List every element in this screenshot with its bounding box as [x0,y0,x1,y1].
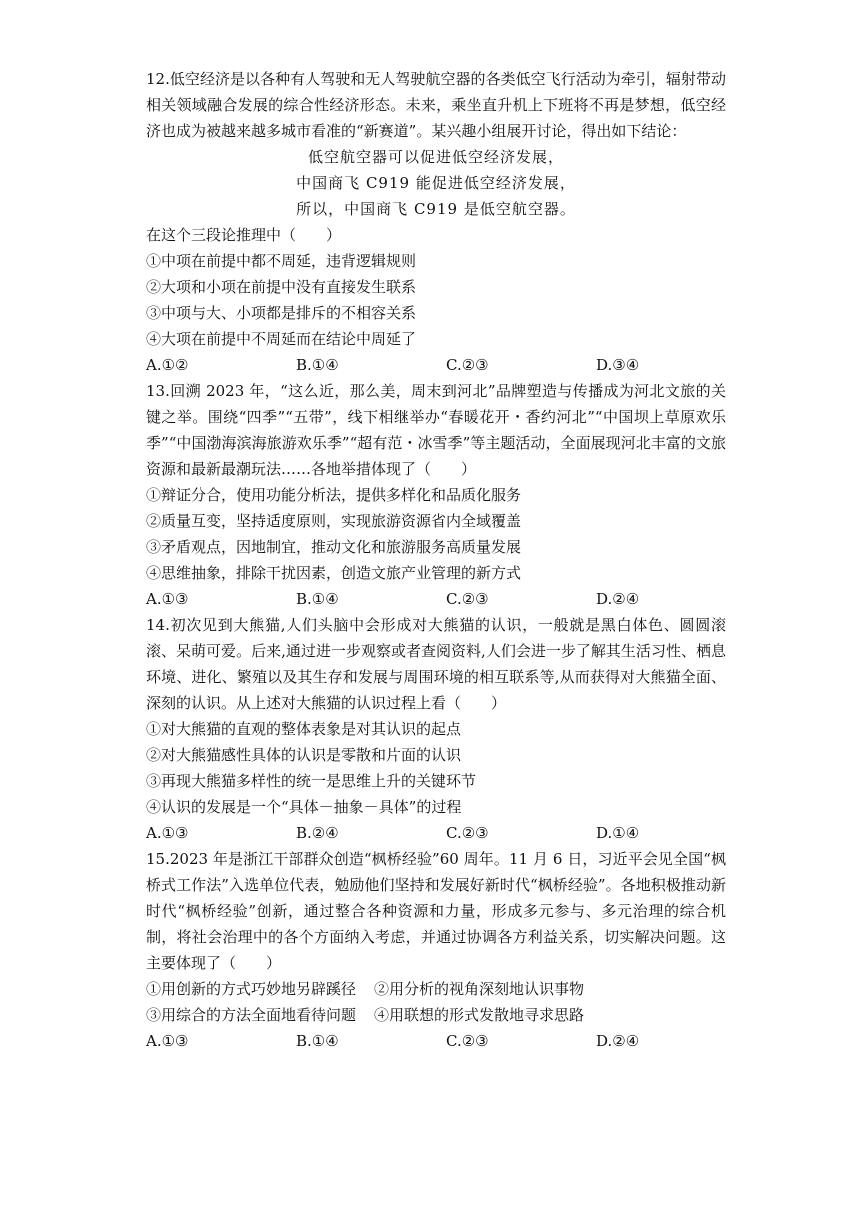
question-stem: 13.回溯 2023 年，“这么近，那么美，周末到河北”品牌塑造与传播成为河北文旅的关键之举。围绕“四季”“五带”，线下相继举办“春暖花开・香约河北”“中国坝上草原欢乐季”“中国渤海滨海旅游欢乐季”“超有范・冰雪季”等主题活动，全面展现河北丰富的文旅资源和最新最潮玩法……各地举措体现了（ ） [146,382,726,478]
statement-item: ①中项在前提中都不周延，违背逻辑规则 [146,252,417,270]
answer-choices [146,820,726,846]
answer-choices [146,352,726,378]
question-13 [146,378,726,612]
choice-b[interactable]: B.①④ [296,1032,339,1050]
question-stem: 14.初次见到大熊猫,人们头脑中会形成对大熊猫的认识，一般就是黑白体色、圆圆滚滚、呆萌可爱。后来,通过进一步观察或者查阅资料,人们会进一步了解其生活习性、栖息环境、进化、繁殖以及其生存和发展与周围环境的相互联系等,从而获得对大熊猫全面、深刻的认识。从上述对大熊猫的认识过程上看（ ） [146,616,726,712]
statement-item: ②对大熊猫感性具体的认识是零散和片面的认识 [146,746,462,764]
statement-item: ④大项在前提中不周延而在结论中周延了 [146,330,417,348]
choice-d[interactable]: D.②④ [596,1032,640,1050]
statement-item: ③中项与大、小项都是排斥的不相容关系 [146,304,417,322]
choice-c[interactable]: C.②③ [446,1032,489,1050]
question-15 [146,846,726,1054]
answer-choices [146,1028,726,1054]
choice-a[interactable]: A.①③ [146,590,189,608]
choice-c[interactable]: C.②③ [446,356,489,374]
statement-item: ①用创新的方式巧妙地另辟蹊径 [146,980,357,998]
statement-row [146,1002,726,1028]
statement-item: ②用分析的视角深刻地认识事物 [374,980,585,998]
statement-item: ③矛盾观点，因地制宜，推动文化和旅游服务高质量发展 [146,538,522,556]
choice-b[interactable]: B.①④ [296,356,339,374]
syllogism-major-premise: 低空航空器可以促进低空经济发展， [307,148,564,166]
question-prompt: 在这个三段论推理中（ ） [146,226,342,244]
exam-page [146,66,726,1054]
statement-item: ④认识的发展是一个“具体－抽象－具体”的过程 [146,798,462,816]
choice-c[interactable]: C.②③ [446,590,489,608]
syllogism-minor-premise: 中国商飞 C919 能促进低空经济发展， [296,174,576,192]
choice-b[interactable]: B.①④ [296,590,339,608]
statement-item: ②质量互变，坚持适度原则，实现旅游资源省内全域覆盖 [146,512,522,530]
statement-item: ④用联想的形式发散地寻求思路 [374,1006,585,1024]
question-14 [146,612,726,846]
syllogism-conclusion: 所以，中国商飞 C919 是低空航空器。 [296,200,576,218]
statement-item: ②大项和小项在前提中没有直接发生联系 [146,278,417,296]
choice-d[interactable]: D.①④ [596,824,640,842]
answer-choices [146,586,726,612]
choice-d[interactable]: D.③④ [596,356,640,374]
choice-a[interactable]: A.①② [146,356,189,374]
choice-b[interactable]: B.②④ [296,824,339,842]
statement-row [146,976,726,1002]
question-stem: 15.2023 年是浙江干部群众创造“枫桥经验”60 周年。11 月 6 日，习近平会见全国“枫桥式工作法”入选单位代表，勉励他们坚持和发展好新时代“枫桥经验”。各地积极推动新时代“枫桥经验”创新，通过整合各种资源和力量，形成多元参与、多元治理的综合机制，将社会治理中的各个方面纳入考虑，并通过协调各方利益关系，切实解决问题。这主要体现了（ ） [146,850,726,972]
choice-c[interactable]: C.②③ [446,824,489,842]
question-12 [146,66,726,378]
question-stem: 12.低空经济是以各种有人驾驶和无人驾驶航空器的各类低空飞行活动为牵引，辐射带动相关领域融合发展的综合性经济形态。未来，乘坐直升机上下班将不再是梦想，低空经济也成为被越来越多城市看准的“新赛道”。某兴趣小组展开讨论，得出如下结论： [146,70,726,140]
statement-item: ①辩证分合，使用功能分析法，提供多样化和品质化服务 [146,486,522,504]
statement-item: ③用综合的方法全面地看待问题 [146,1006,357,1024]
choice-d[interactable]: D.②④ [596,590,640,608]
choice-a[interactable]: A.①③ [146,824,189,842]
statement-item: ①对大熊猫的直观的整体表象是对其认识的起点 [146,720,462,738]
choice-a[interactable]: A.①③ [146,1032,189,1050]
statement-item: ③再现大熊猫多样性的统一是思维上升的关键环节 [146,772,477,790]
statement-item: ④思维抽象，排除干扰因素，创造文旅产业管理的新方式 [146,564,522,582]
